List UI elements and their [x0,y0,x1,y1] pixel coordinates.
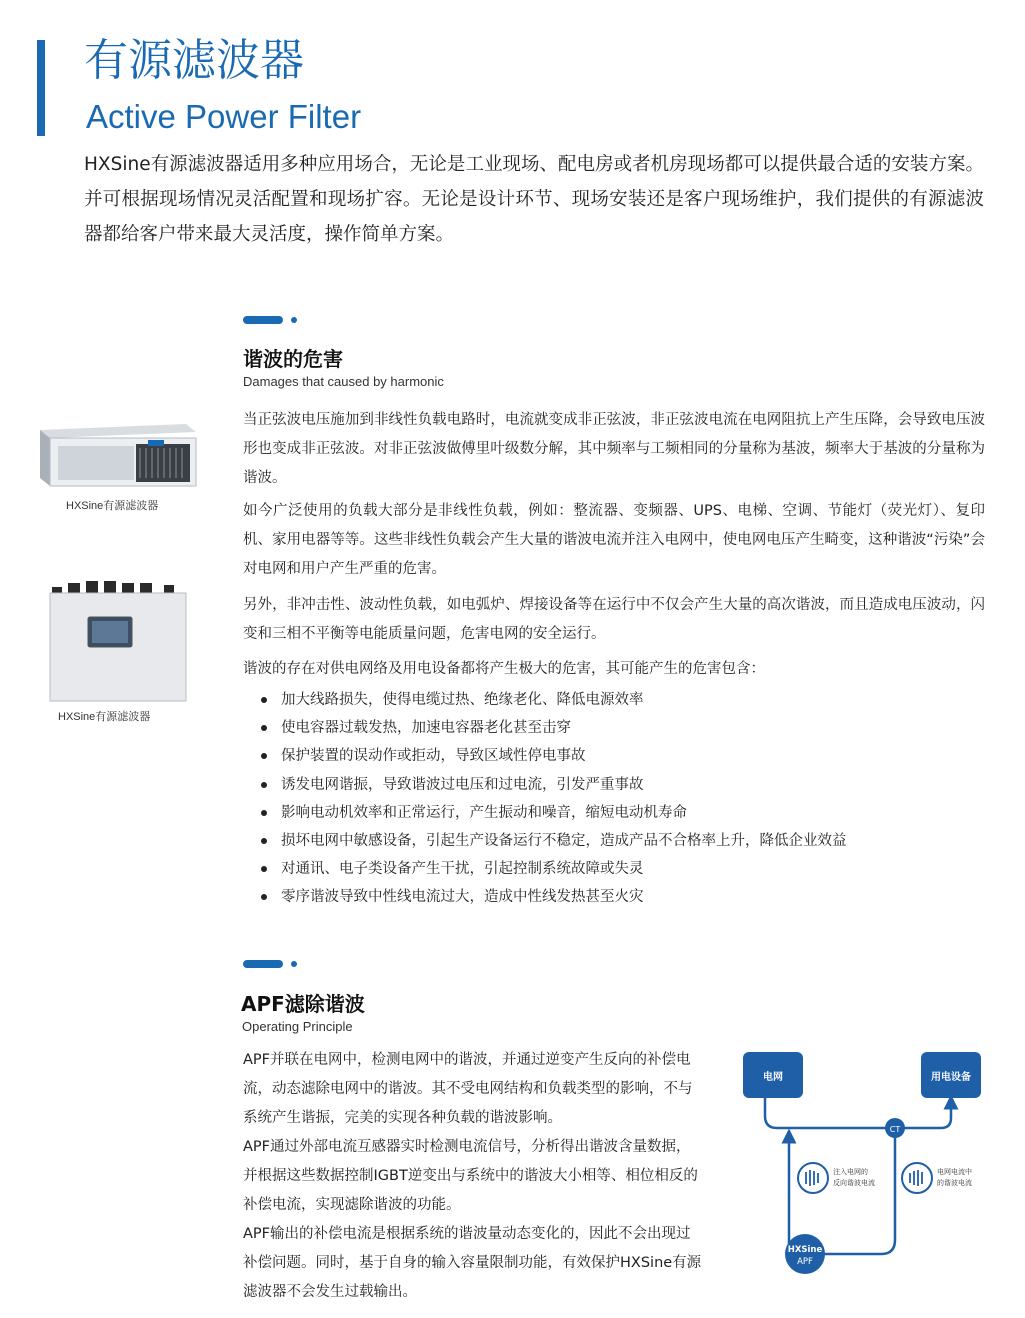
product-caption-1: HXSine有源滤波器 [66,500,159,512]
intro-paragraph: HXSine有源滤波器适用多种应用场合，无论是工业现场、配电房或者机房现场都可以提供最合适的安装方案。并可根据现场情况灵活配置和现场扩容。无论是设计环节、现场安装还是客户现场维护，我们提供的有源滤波器都给客户带来最大灵活度，操作简单方案。 [84,154,984,245]
page-title: 有源滤波器 [84,35,304,86]
harm-paragraph-2: 如今广泛使用的负载大部分是非线性负载，例如：整流器、变频器、UPS、电梯、空调、节能灯（荧光灯）、复印机、家用电器等等。这些非线性负载会产生大量的谐波电流并注入电网中，使电网电压产生畸变，这种谐波“污染”会对电网和用户产生严重的危害。 [243,503,985,577]
section-title-apf: APF滤除谐波 [241,992,365,1016]
operating-principle-text: APF并联在电网中，检测电网中的谐波，并通过逆变产生反向的补偿电流，动态滤除电网中的谐波。其不受电网结构和负载类型的影响，不与系统产生谐振，完美的实现各种负载的谐波影响。 APF通过外部电流互感器实时检测电流信号，分析得出谐波含量数据，并根据这些数据控制IGBT逆变出与系统中的谐波大小相等、相位相反的补偿电流，实现滤除谐波的功能。 APF输出的补偿电流是根据系统的谐波量动态变化的，因此不会出现过补偿问题。同时，基于自身的输入容量限制功能，有效保护HXSine有源滤波器不会发生过载输出。 [243,1052,702,1300]
harm-paragraph-1: 当正弦波电压施加到非线性负载电路时，电流就变成非正弦波，非正弦波电流在电网阻抗上产生压降，会导致电压波形也变成非正弦波。对非正弦波做傅里叶级数分解，其中频率与工频相同的分量称为基波，频率大于基波的分量称为谐波。 [243,412,985,486]
apf-principle-diagram [735,1040,995,1290]
harm-paragraph-3: 另外，非冲击性、波动性负载，如电弧炉、焊接设备等在运行中不仅会产生大量的高次谐波，而且造成电压波动，闪变和三相不平衡等电能质量问题，危害电网的安全运行。 [243,597,985,642]
ct-return-line [821,1138,895,1254]
marker-pill [243,960,283,968]
grid-label: 电网 [763,1072,783,1083]
load-label: 用电设备 [931,1072,971,1083]
apf-label-1: HXSine [787,1245,823,1255]
apf-label-2: APF [797,1257,813,1267]
rack-apf-image [36,422,198,490]
marker-dot [291,961,297,967]
harmonic-label-2: 的谐波电流 [937,1179,972,1187]
list-item: 使电容器过载发热，加速电容器老化甚至击穿 [243,714,847,742]
harmonic-label-1: 电网电流中 [937,1168,972,1176]
marker-dot [291,317,297,323]
inject-wave-icon [798,1163,828,1193]
list-item: 诱发电网谐振，导致谐波过电压和过电流，引发严重事故 [243,771,847,799]
page-subtitle: Active Power Filter [86,98,362,135]
list-item: 加大线路损失，使得电缆过热、绝缘老化、降低电源效率 [243,686,847,714]
harm-paragraph-4: 谐波的存在对供电网络及用电设备都将产生极大的危害，其可能产生的危害包含： [243,661,765,677]
section-subtitle-apf: Operating Principle [242,1019,353,1034]
section-marker [243,316,303,324]
list-item: 零序谐波导致中性线电流过大，造成中性线发热甚至火灾 [243,883,847,911]
harm-bullet-list [243,686,847,912]
product-caption-2: HXSine有源滤波器 [58,711,151,723]
section-subtitle-harm: Damages that caused by harmonic [243,374,444,389]
list-item: 影响电动机效率和正常运行，产生振动和噪音，缩短电动机寿命 [243,799,847,827]
list-item: 损坏电网中敏感设备，引起生产设备运行不稳定，造成产品不合格率上升，降低企业效益 [243,827,847,855]
inject-label-1: 注入电网的 [833,1168,868,1176]
inject-label-2: 反向谐波电流 [833,1179,875,1187]
title-accent-bar [37,40,45,136]
list-item: 对通讯、电子类设备产生干扰，引起控制系统故障或失灵 [243,855,847,883]
marker-pill [243,316,283,324]
ct-label: CT [889,1125,901,1134]
section-marker [243,960,303,968]
section-title-harm: 谐波的危害 [243,347,343,371]
harmonic-wave-icon [902,1163,932,1193]
main-line [765,1098,951,1128]
wall-apf-image [48,577,188,703]
list-item: 保护装置的误动作或拒动，导致区域性停电事故 [243,742,847,770]
